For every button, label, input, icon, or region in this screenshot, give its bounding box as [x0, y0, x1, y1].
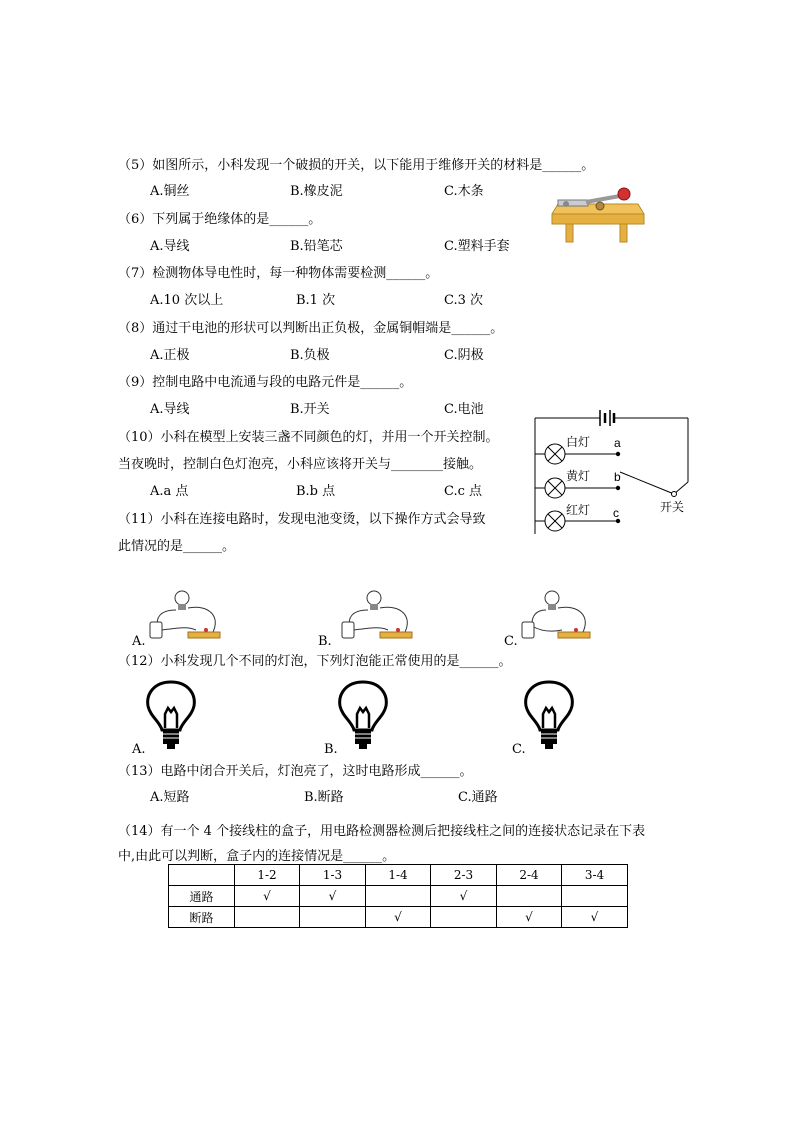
table-header-cell: 3-4 [562, 865, 628, 886]
q6-text: （6）下列属于绝缘体的是______。 [118, 212, 322, 227]
q6-option-b[interactable]: B.铅笔芯 [290, 239, 343, 254]
table-cell [562, 886, 628, 907]
table-cell: 断路 [169, 907, 235, 928]
q13-option-b[interactable]: B.断路 [304, 790, 344, 805]
q10-option-c[interactable]: C.c 点 [444, 484, 483, 499]
q12-text: （12）小科发现几个不同的灯泡，下列灯泡能正常使用的是______。 [118, 654, 512, 669]
q6-option-c[interactable]: C.塑料手套 [444, 239, 510, 254]
q5-option-c[interactable]: C.木条 [444, 184, 484, 199]
q8-option-b[interactable]: B.负极 [290, 348, 330, 363]
q11-option-c[interactable]: C. [504, 634, 518, 649]
switch-label: 开关 [660, 500, 685, 514]
table-cell: √ [366, 907, 431, 928]
q12-option-c[interactable]: C. [512, 742, 526, 757]
q10-line2: 当夜晚时，控制白色灯泡亮，小科应该将开关与________接触。 [118, 457, 483, 472]
q11-option-a[interactable]: A. [132, 634, 146, 649]
lamp-label-yellow: 黄灯 [566, 469, 591, 483]
q8-option-a[interactable]: A.正极 [150, 348, 190, 363]
table-cell: √ [431, 886, 497, 907]
table-cell: √ [562, 907, 628, 928]
table-cell: 通路 [169, 886, 235, 907]
q11-circuit-b-image [340, 586, 420, 642]
q7-option-b[interactable]: B.1 次 [296, 293, 336, 308]
q14-line2: 中,由此可以判断，盒子内的连接情况是______。 [118, 849, 396, 864]
table-header-cell: 2-3 [431, 865, 497, 886]
q6-option-a[interactable]: A.导线 [150, 239, 190, 254]
q7-option-c[interactable]: C.3 次 [444, 293, 484, 308]
table-header-row [169, 865, 628, 886]
q5-option-b[interactable]: B.橡皮泥 [290, 184, 343, 199]
q5-option-a[interactable]: A.铜丝 [150, 184, 190, 199]
q7-option-a[interactable]: A.10 次以上 [150, 293, 224, 308]
q13-option-c[interactable]: C.通路 [458, 790, 498, 805]
q11-line2: 此情况的是______。 [118, 539, 236, 554]
table-header-cell: 1-4 [366, 865, 431, 886]
table-cell [497, 886, 562, 907]
q9-text: （9）控制电路中电流通与段的电路元件是______。 [118, 375, 413, 390]
q12-bulb-a-image [146, 680, 196, 754]
table-row [169, 907, 628, 928]
lamp-label-white: 白灯 [566, 435, 591, 449]
q12-bulb-c-image [524, 680, 574, 754]
q5-text: （5）如图所示，小科发现一个破损的开关，以下能用于维修开关的材料是______。 [118, 158, 595, 173]
table-cell [366, 886, 431, 907]
q9-option-a[interactable]: A.导线 [150, 402, 190, 417]
table-header-cell: 1-2 [235, 865, 300, 886]
q11-circuit-a-image [148, 586, 228, 642]
q8-text: （8）通过干电池的形状可以判断出正负极，金属铜帽端是______。 [118, 321, 504, 336]
q7-text: （7）检测物体导电性时，每一种物体需要检测______。 [118, 266, 439, 281]
table-cell: √ [235, 886, 300, 907]
q9-option-c[interactable]: C.电池 [444, 402, 484, 417]
lamp-label-red: 红灯 [566, 503, 591, 517]
broken-switch-image [546, 182, 646, 244]
table-cell [235, 907, 300, 928]
q12-option-b[interactable]: B. [324, 742, 338, 757]
q10-option-b[interactable]: B.b 点 [296, 484, 336, 499]
q11-line1: （11）小科在连接电路时，发现电池变烫，以下操作方式会导致 [118, 512, 486, 527]
q11-circuit-c-image [518, 586, 598, 642]
table-header-cell: 1-3 [300, 865, 366, 886]
point-label-b: b [614, 470, 621, 484]
q12-option-a[interactable]: A. [132, 742, 146, 757]
q13-text: （13）电路中闭合开关后，灯泡亮了，这时电路形成______。 [118, 764, 473, 779]
q11-option-b[interactable]: B. [318, 634, 332, 649]
q10-line1: （10）小科在模型上安装三盏不同颜色的灯，并用一个开关控制。 [118, 430, 499, 445]
connection-status-table [168, 864, 628, 928]
table-cell: √ [300, 886, 366, 907]
q10-option-a[interactable]: A.a 点 [150, 484, 189, 499]
q9-option-b[interactable]: B.开关 [290, 402, 330, 417]
point-label-c: c [613, 506, 619, 520]
q8-option-c[interactable]: C.阴极 [444, 348, 484, 363]
q12-bulb-b-image [338, 680, 388, 754]
table-cell: √ [497, 907, 562, 928]
q13-option-a[interactable]: A.短路 [150, 790, 190, 805]
table-row [169, 886, 628, 907]
table-cell [300, 907, 366, 928]
table-header-cell: 2-4 [497, 865, 562, 886]
table-header-cell [169, 865, 235, 886]
point-label-a: a [614, 436, 621, 450]
table-cell [431, 907, 497, 928]
q14-line1: （14）有一个 4 个接线柱的盒子，用电路检测器检测后把接线柱之间的连接状态记录在下表 [118, 824, 646, 839]
